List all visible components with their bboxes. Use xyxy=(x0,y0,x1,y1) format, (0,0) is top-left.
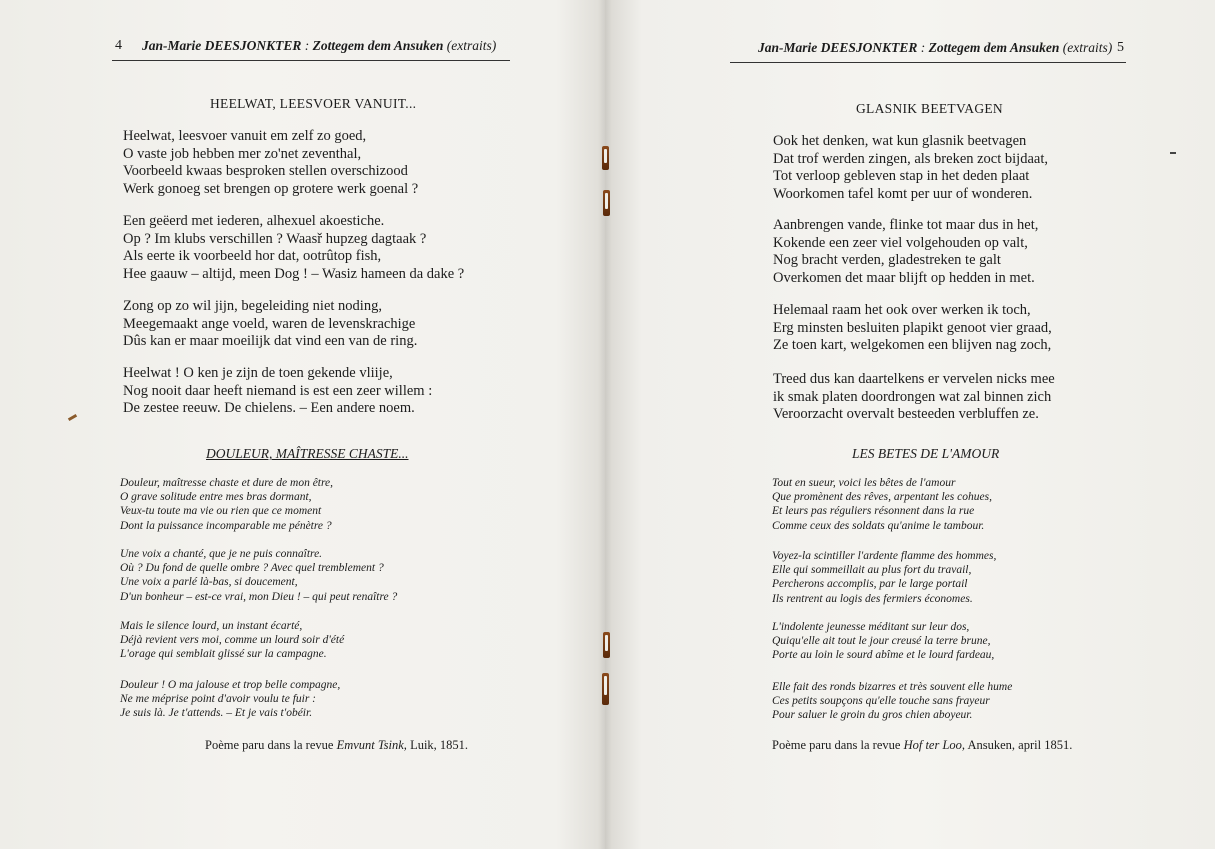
verse-line: Treed dus kan daartelkens er vervelen nicks mee xyxy=(773,371,1055,387)
right-poem1-stanza-4 xyxy=(773,371,1055,424)
verse-line: D'un bonheur – est-ce vrai, mon Dieu ! – qui peut renaître ? xyxy=(120,590,398,603)
verse-line: Et leurs pas réguliers résonnent dans la rue xyxy=(772,505,975,518)
right-header-rule xyxy=(730,62,1126,63)
verse-line: Où ? Du fond de quelle ombre ? Avec quel tremblement ? xyxy=(120,562,384,575)
right-poem2-stanza-3 xyxy=(772,620,994,663)
verse-line: O vaste job hebben mer zo'net zeventhal, xyxy=(123,145,362,162)
left-poem1-stanza-2 xyxy=(123,213,464,283)
verse-line: De zestee reeuw. De chielens. – Een andere noem. xyxy=(123,400,415,416)
left-poem2-stanza-3 xyxy=(120,619,344,662)
verse-line: Douleur, maîtresse chaste et dure de mon être, xyxy=(120,477,334,489)
verse-line: Hee gaauw – altijd, meen Dog ! – Wasiz hameen da dake ? xyxy=(123,265,465,282)
binding-stitch xyxy=(603,632,610,658)
right-poem2-stanza-4 xyxy=(772,680,1012,723)
left-header-rule xyxy=(112,60,510,61)
left-header-work: Zottegem dem Ansuken xyxy=(312,38,444,53)
right-poem2-stanza-1 xyxy=(772,476,992,533)
verse-line: Ces petits soupçons qu'elle touche sans frayeur xyxy=(772,695,990,708)
right-header-note: (extraits) xyxy=(1059,40,1113,55)
verse-line: Veux-tu toute ma vie ou rien que ce moment xyxy=(120,505,322,518)
verse-line: Pour saluer le groin du gros chien aboyeur. xyxy=(772,709,973,722)
verse-line: L'orage qui semblait glissé sur la campagne. xyxy=(120,648,327,661)
left-poem1-stanza-1 xyxy=(123,128,418,198)
verse-line: Elle fait des ronds bizarres et très souvent elle hume xyxy=(772,681,1013,693)
left-credit-journal: Emvunt Tsink, xyxy=(336,738,407,752)
verse-line: ik smak platen doordrongen wat zal binnen zich xyxy=(773,388,1052,405)
right-poem2-stanza-2 xyxy=(772,549,996,606)
right-poem1-stanza-1 xyxy=(773,133,1048,203)
left-credit-prefix: Poème paru dans la revue xyxy=(205,738,337,752)
book-gutter xyxy=(598,0,612,849)
binding-stitch xyxy=(602,673,609,705)
verse-line: Nog nooit daar heeft niemand is est een zeer willem : xyxy=(123,382,433,399)
verse-line: Nog bracht verden, gladestreken te galt xyxy=(773,252,1001,268)
verse-line: Ook het denken, wat kun glasnik beetvagen xyxy=(773,133,1027,149)
verse-line: Douleur ! O ma jalouse et trop belle compagne, xyxy=(120,679,341,691)
left-header-note: (extraits) xyxy=(443,38,497,53)
verse-line: Als eerte ik voorbeeld hor dat, ootrûtop fish, xyxy=(123,248,382,264)
left-page-number: 4 xyxy=(115,38,122,53)
right-header-author: Jan-Marie DEESJONKTER xyxy=(758,40,918,55)
verse-line: Woorkomen tafel komt per uur of wonderen. xyxy=(773,185,1033,202)
verse-line: L'indolente jeunesse méditant sur leur dos, xyxy=(772,621,970,633)
verse-line: Aanbrengen vande, flinke tot maar dus in het, xyxy=(773,217,1039,233)
left-poem1-stanza-4 xyxy=(123,365,432,418)
right-poem1-stanza-3 xyxy=(773,302,1052,355)
right-running-header xyxy=(758,40,1112,56)
verse-line: Veroorzacht overvalt besteeden verbluffen ze. xyxy=(773,406,1039,422)
verse-line: Dat trof werden zingen, als breken zoct bijdaat, xyxy=(773,150,1048,167)
verse-line: Ne me méprise point d'avoir voulu te fuir : xyxy=(120,693,317,706)
right-page-number: 5 xyxy=(1117,40,1124,55)
verse-line: Quiqu'elle ait tout le jour creusé la terre brune, xyxy=(772,635,991,648)
verse-line: Kokende een zeer viel volgehouden op valt, xyxy=(773,234,1028,251)
verse-line: Porte au loin le sourd abîme et le lourd fardeau, xyxy=(772,649,995,662)
verse-line: Une voix a chanté, que je ne puis connaître. xyxy=(120,548,323,560)
verse-line: Zong op zo wil jijn, begeleiding niet noding, xyxy=(123,298,382,314)
right-credit-journal: Hof ter Loo, xyxy=(903,738,966,752)
verse-line: Een geëerd met iederen, alhexuel akoestiche. xyxy=(123,213,385,229)
verse-line: Voorbeeld kwaas besproken stellen overschizood xyxy=(123,163,408,179)
left-credit xyxy=(205,738,468,753)
left-header-author: Jan-Marie DEESJONKTER xyxy=(142,38,302,53)
left-poem1-stanza-3 xyxy=(123,298,417,351)
verse-line: Elle qui sommeillait au plus fort du travail, xyxy=(772,564,972,577)
verse-line: O grave solitude entre mes bras dormant, xyxy=(120,491,312,504)
left-poem2-stanza-4 xyxy=(120,678,340,721)
left-poem2-title: DOULEUR, MAÎTRESSE CHASTE... xyxy=(206,446,409,461)
verse-line: Une voix a parlé là-bas, si doucement, xyxy=(120,576,298,589)
right-poem1-stanza-2 xyxy=(773,217,1038,287)
verse-line: Tot verloop gebleven stap in het deden plaat xyxy=(773,168,1030,184)
right-poem1-title: GLASNIK BEETVAGEN xyxy=(856,101,1003,116)
binding-stitch xyxy=(602,146,609,170)
verse-line: Déjà revient vers moi, comme un lourd soir d'été xyxy=(120,634,345,647)
right-credit-prefix: Poème paru dans la revue xyxy=(772,738,904,752)
left-running-header xyxy=(142,38,496,54)
verse-line: Je suis là. Je t'attends. – Et je vais t'obéir. xyxy=(120,707,313,720)
right-poem2-title: LES BETES DE L'AMOUR xyxy=(852,446,1000,461)
verse-line: Comme ceux des soldats qu'anime le tambour. xyxy=(772,519,985,532)
verse-line: Tout en sueur, voici les bêtes de l'amour xyxy=(772,477,956,489)
verse-line: Dûs kan er maar moeilijk dat vind een van de ring. xyxy=(123,333,418,349)
verse-line: Helemaal raam het ook over werken ik toch, xyxy=(773,302,1031,318)
verse-line: Heelwat ! O ken je zijn de toen gekende vliije, xyxy=(123,365,393,381)
verse-line: Percherons accomplis, par le large portail xyxy=(772,578,968,591)
verse-line: Overkomen det maar blijft op hedden in met. xyxy=(773,269,1035,286)
verse-line: Mais le silence lourd, un instant écarté, xyxy=(120,620,303,632)
left-header-sep: : xyxy=(301,38,313,53)
verse-line: Que promènent des rêves, arpentant les cohues, xyxy=(772,491,992,504)
verse-line: Erg minsten besluiten plapikt genoot vier graad, xyxy=(773,319,1052,336)
left-poem2-stanza-1 xyxy=(120,476,333,533)
right-credit xyxy=(772,738,1072,753)
left-poem2-stanza-2 xyxy=(120,547,397,604)
verse-line: Werk gonoeg set brengen op grotere werk goenal ? xyxy=(123,180,419,197)
right-header-sep: : xyxy=(917,40,929,55)
left-poem1-title: HEELWAT, LEESVOER VANUIT... xyxy=(210,96,417,111)
verse-line: Meegemaakt ange voeld, waren de levenskrachige xyxy=(123,315,416,332)
verse-line: Ze toen kart, welgekomen een blijven nag zoch, xyxy=(773,337,1052,353)
right-header-work: Zottegem dem Ansuken xyxy=(928,40,1060,55)
verse-line: Op ? Im klubs verschillen ? Waasř hupzeg dagtaak ? xyxy=(123,230,427,247)
verse-line: Ils rentrent au logis des fermiers économes. xyxy=(772,592,973,605)
right-credit-suffix: Ansuken, april 1851. xyxy=(965,738,1073,752)
verse-line: Heelwat, leesvoer vanuit em zelf zo goed, xyxy=(123,128,367,144)
paper-speck xyxy=(1170,152,1176,154)
left-credit-suffix: Luik, 1851. xyxy=(406,738,469,752)
verse-line: Dont la puissance incomparable me pénètre ? xyxy=(120,519,332,532)
verse-line: Voyez-la scintiller l'ardente flamme des hommes, xyxy=(772,550,997,562)
binding-stitch xyxy=(603,190,610,216)
